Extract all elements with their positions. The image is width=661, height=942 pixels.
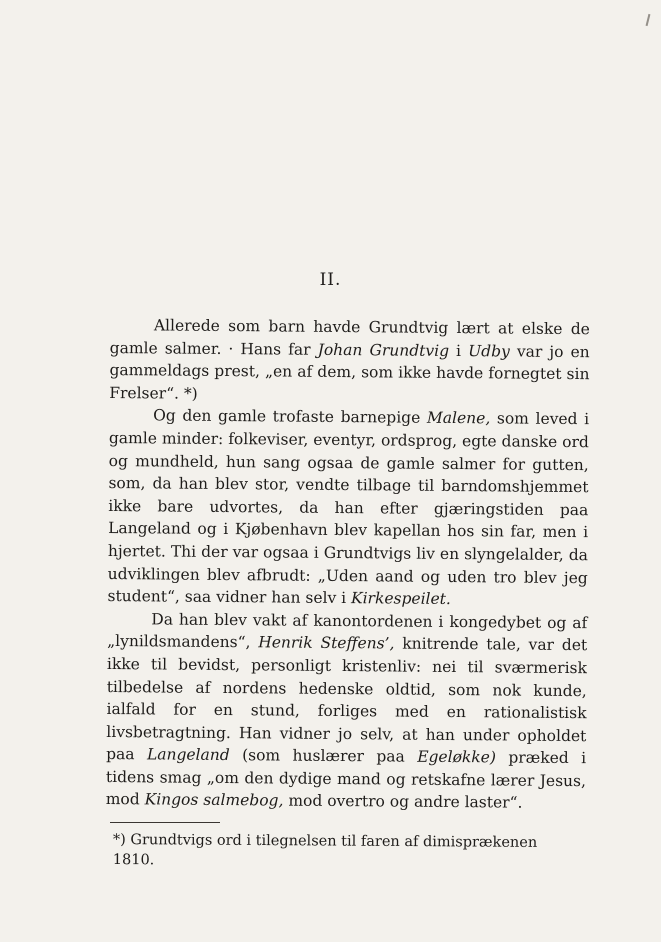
italic-name: Henrik Steffens’,	[258, 633, 395, 653]
footnote: *) Grundtvigs ord i tilegnelsen til faren af dimisprækenen 1810.	[112, 831, 538, 869]
italic-name: Kirkespeilet.	[350, 589, 451, 609]
text-run: som leved i gamle minder: folkeviser, eventyr, ordsprog, egte danske ord og mundheld, hun sang ogsaa de gamle salmer for gutten, som, da han blev stor, vendte tilbage til barndomshjemmet ikke bare udvortes, da han efter gjæringstiden paa Langeland og i Kjøbenhavn blev kapellan hos sin far, men i hjertet. Thi der var ogsaa i Grundtvigs liv en slyngelalder, da udviklingen blev afbrudt: „Uden aand og uden tro blev jeg student“, saa vidner han selv i	[107, 409, 590, 608]
text-run: Da han blev vakt af kanontordenen i kongedybet og af „lynildsmandens“,	[107, 610, 588, 652]
text-run: var jo en gammeldags prest, „en af dem, som ikke havde fornegtet sin Frelser“. *)	[109, 342, 590, 403]
body-text	[106, 314, 590, 815]
italic-name: Malene,	[426, 409, 491, 428]
text-run: præked i tidens smag „om den dydige mand og retskafne lærer Jesus, mod	[105, 748, 587, 809]
paragraph-1	[109, 314, 590, 409]
italic-name: Langeland	[146, 745, 230, 765]
italic-name: Kingos salmebog,	[144, 790, 284, 811]
text-run: Allerede som barn havde Grundtvig lært at elske de gamle salmer. · Hans far	[109, 316, 590, 359]
text-run: Og den gamle trofaste barnepige	[153, 406, 428, 428]
text-run: mod overtro og andre laster“.	[283, 792, 523, 813]
text-run: knitrende tale, var det ikke til bevidst, personligt kristenliv: nei til sværmerisk tilbedelse af nordens hedenske oldtid, som nok kunde, ialfald for en stund, forliges med en rationalistisk livsbetragtning. Han vidner jo selv, at han under opholdet paa	[106, 634, 588, 764]
chapter-heading: II.	[319, 270, 342, 290]
italic-name: Udby	[468, 341, 510, 361]
text-run: (som huslærer paa	[229, 746, 418, 766]
italic-name: Egeløkke)	[417, 747, 497, 767]
paragraph-2	[107, 404, 589, 612]
paragraph-3	[106, 608, 588, 816]
italic-name: Johan Grundtvig	[317, 340, 450, 360]
text-run: i	[448, 341, 469, 360]
margin-mark	[646, 14, 651, 26]
footnote-divider	[110, 822, 220, 823]
